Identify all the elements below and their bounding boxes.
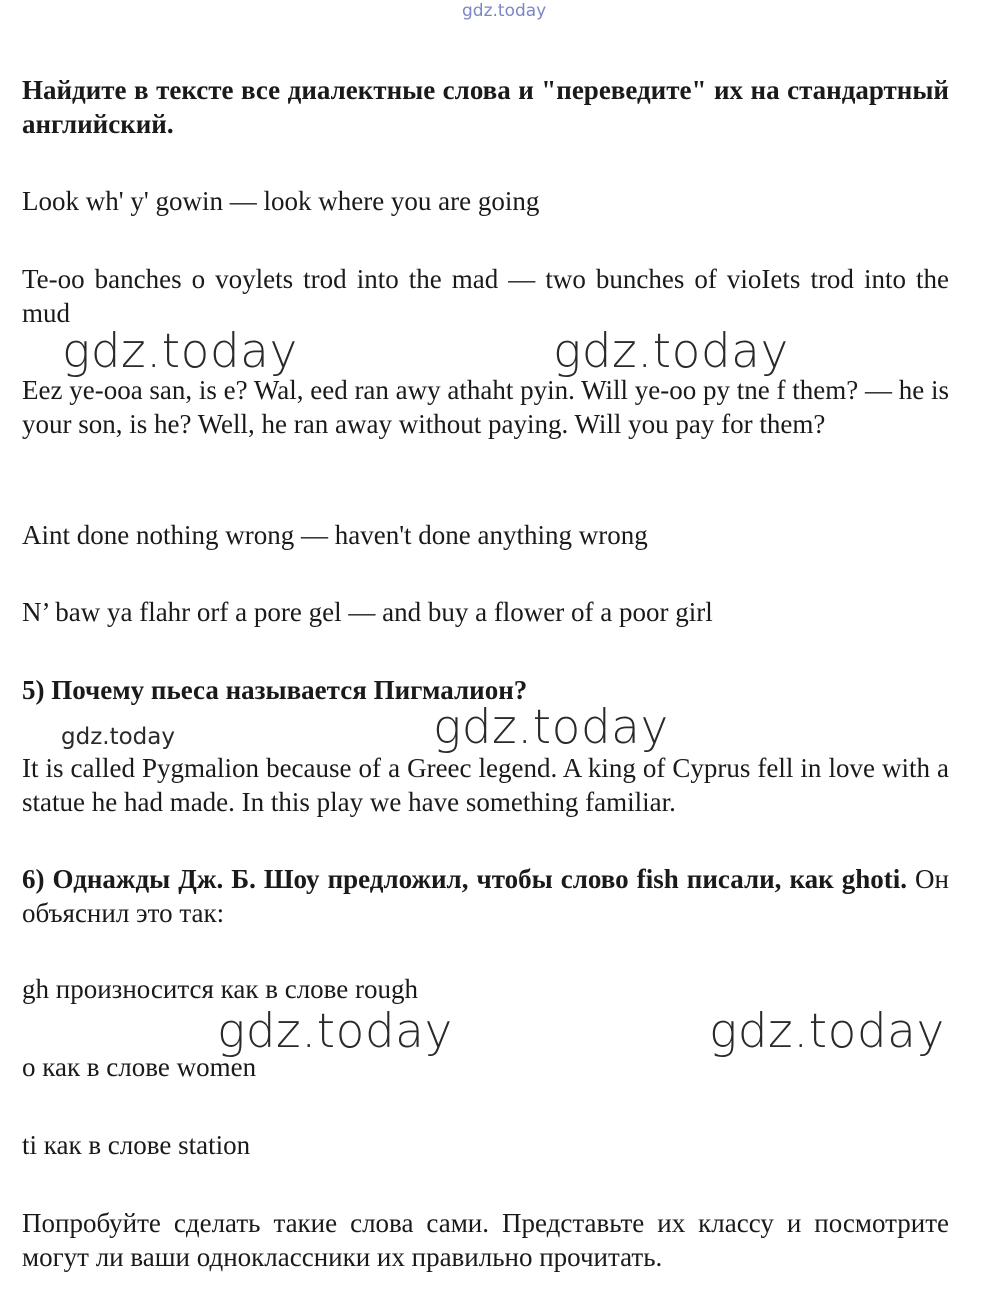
dialect-line-5: N’ baw ya flahr orf a pore gel — and buy a flower of a poor girl [22,597,713,627]
task-heading: Найдите в тексте все диалектные слова и "переведите" их на стандартный английский. [22,75,949,139]
question-5-answer: It is called Pygmalion because of a Greec legend. A king of Cyprus fell in love with a statue he had made. In this play we have something familiar. [22,753,949,817]
watermark-4: gdz.today [217,1004,453,1059]
watermark-3: gdz.today [433,700,669,755]
watermark-5: gdz.today [709,1004,945,1059]
watermark-2: gdz.today [553,324,789,379]
ghoti-item-gh: gh произносится как в слове rough [22,974,418,1004]
dialect-line-3: Eez ye-ooa san, is e? Wal, eed ran awy athaht pyin. Will ye-oo py tne f them? — he is your son, is he? Well, he ran away without paying. Will you pay for them? [22,375,949,439]
watermark-1: gdz.today [62,324,298,379]
watermark-top: gdz.today [462,1,547,21]
question-6-heading-bold: 6) Однажды Дж. Б. Шоу предложил, чтобы слово fish писали, как ghoti. [22,864,907,894]
watermark-small: gdz.today [61,724,175,750]
question-6-heading [22,862,949,930]
dialect-line-2: Te-oo banches o voylets trod into the mad — two bunches of vioIets trod into the mud [22,264,949,328]
ghoti-item-o: о как в слове women [22,1052,257,1082]
closing-task: Попробуйте сделать такие слова сами. Представьте их классу и посмотрите могут ли ваши одноклассники их правильно прочитать. [22,1208,949,1272]
question-5-heading: 5) Почему пьеса называется Пигмалион? [22,675,528,705]
ghoti-item-ti: ti как в слове station [22,1130,251,1160]
dialect-line-1: Look wh' y' gowin — look where you are going [22,186,540,216]
dialect-line-4: Aint done nothing wrong — haven't done anything wrong [22,520,648,550]
question-6-heading-rest: Он объяснил это так: [22,864,949,928]
